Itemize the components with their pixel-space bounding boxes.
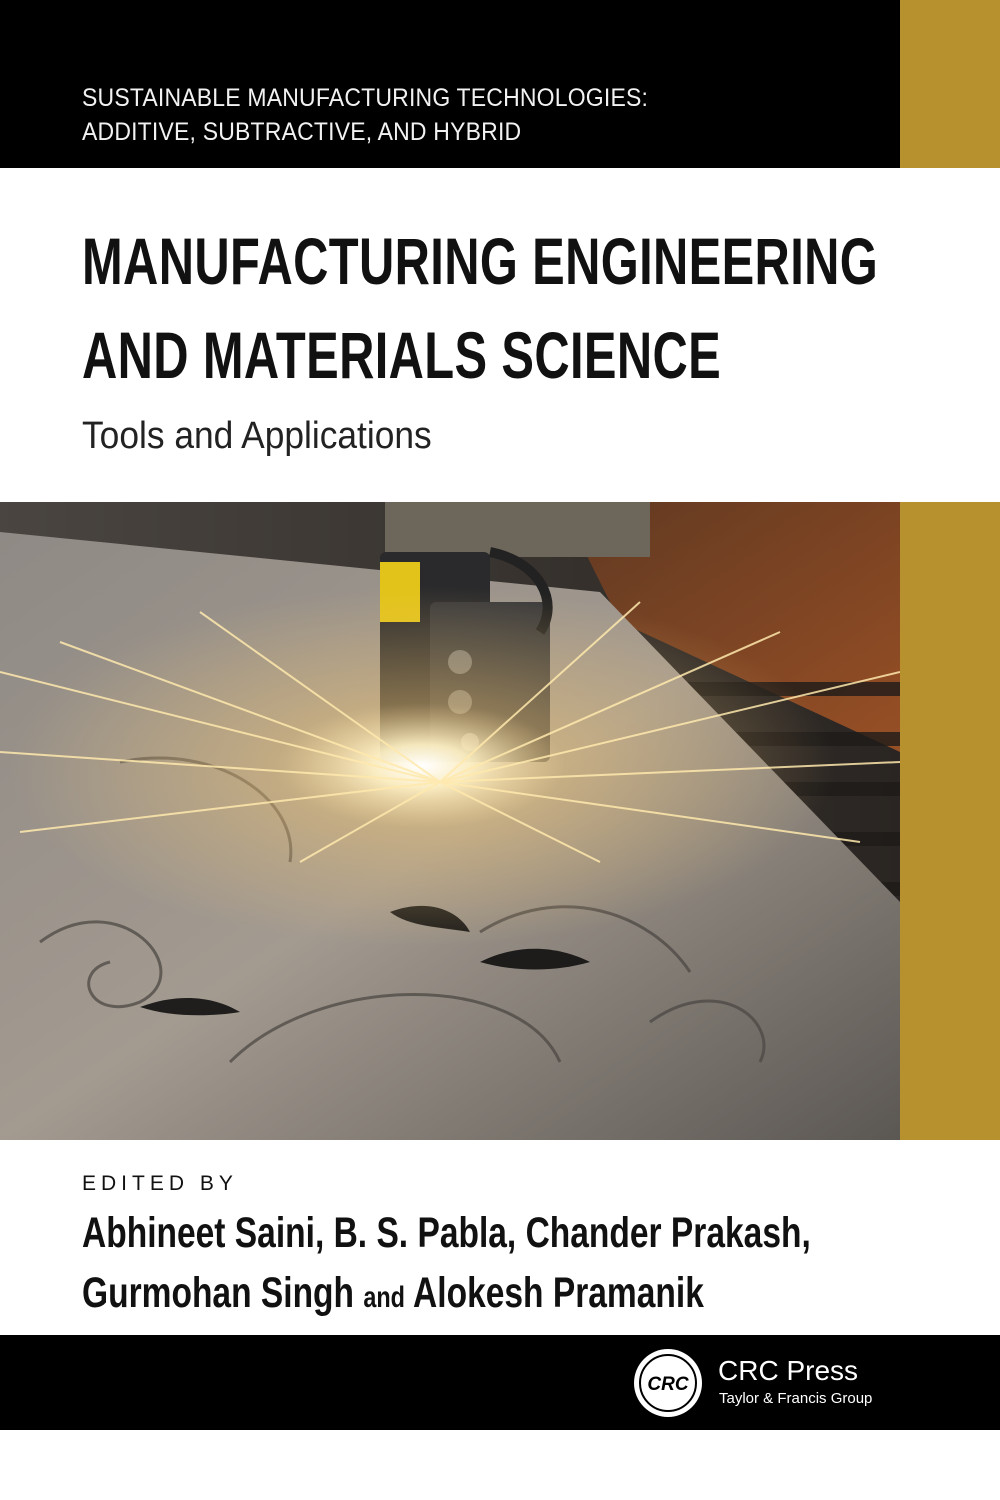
editor-name: Gurmohan Singh: [82, 1269, 355, 1317]
editors-conjunction: and: [363, 1281, 405, 1314]
edited-by-label: EDITED BY: [82, 1172, 238, 1195]
book-subtitle: Tools and Applications: [82, 415, 432, 457]
gold-accent-middle: [900, 502, 1000, 1140]
editors-line-2: [82, 1269, 704, 1317]
crc-logo-text: CRC: [647, 1374, 689, 1395]
editor-name: Alokesh Pramanik: [413, 1269, 704, 1317]
crc-logo-icon: [633, 1348, 703, 1418]
gold-accent-top: [900, 0, 1000, 168]
publisher-group: Taylor & Francis Group: [719, 1390, 873, 1407]
series-title-line-1: SUSTAINABLE MANUFACTURING TECHNOLOGIES:: [82, 84, 649, 112]
book-title-line-2: AND MATERIALS SCIENCE: [82, 318, 722, 392]
publisher-name: CRC Press: [718, 1355, 859, 1386]
laser-cutting-photo: [0, 502, 900, 1140]
book-title-line-1: MANUFACTURING ENGINEERING: [82, 224, 879, 298]
editors-line-1: Abhineet Saini, B. S. Pabla, Chander Prakash,: [82, 1209, 811, 1257]
series-title-line-2: ADDITIVE, SUBTRACTIVE, AND HYBRID: [82, 118, 522, 146]
